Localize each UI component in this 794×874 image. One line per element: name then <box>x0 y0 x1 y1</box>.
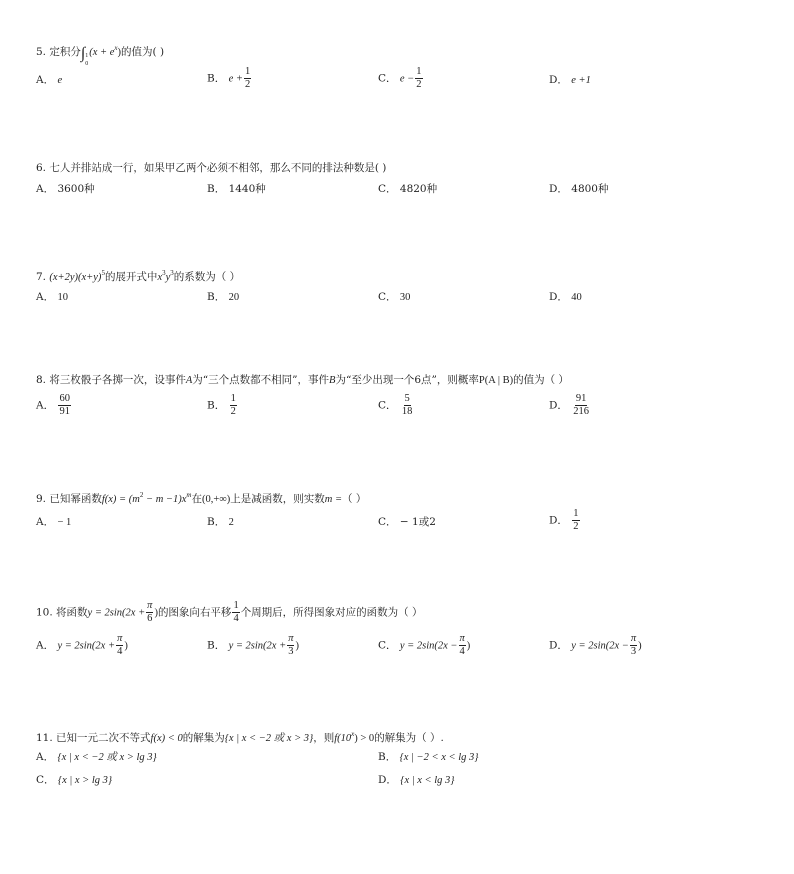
option-letter: C． <box>378 516 397 528</box>
denominator: 2 <box>244 79 251 90</box>
option-letter: D． <box>549 291 568 303</box>
event-a: A <box>185 375 193 386</box>
power-exponent-m: m <box>186 491 192 499</box>
option-11c <box>36 773 112 788</box>
shift-fraction <box>232 600 239 625</box>
option-8d <box>549 393 591 418</box>
numerator: π <box>117 633 123 644</box>
question-11-part-c: ，则 <box>313 732 335 744</box>
option-letter: B． <box>207 399 226 412</box>
option-5a <box>36 73 62 88</box>
option-text: e <box>57 75 63 86</box>
option-letter: C． <box>36 774 55 786</box>
option-11a <box>36 750 157 765</box>
option-expr: e − <box>399 73 415 85</box>
power-function: f(x) = (m <box>101 494 140 505</box>
option-9d <box>549 508 581 533</box>
question-8-part-b: 为“三个点数都不相同”，事件 <box>192 374 330 386</box>
option-expr: y = 2sin(2x + <box>57 640 116 652</box>
option-letter: A． <box>36 291 55 303</box>
option-fraction <box>230 393 237 418</box>
option-10a <box>36 633 128 658</box>
option-text: e +1 <box>571 75 591 86</box>
question-11-stem <box>36 727 444 746</box>
question-8-part-c: 为“至少出现一个6点”，则概率 <box>335 374 479 386</box>
option-text: 10 <box>57 292 68 303</box>
integral-lower: 0 <box>85 61 89 67</box>
question-11-part-d: 的解集为（ ）. <box>374 732 444 744</box>
option-5c <box>378 66 424 91</box>
option-letter: B． <box>207 291 226 303</box>
numerator: π <box>459 633 465 644</box>
denominator: 3 <box>288 646 294 657</box>
option-text: 4820种 <box>399 183 438 195</box>
question-10-part-b: 的图象向右平移 <box>157 606 232 619</box>
composite-exponent: x <box>351 730 355 738</box>
option-7c <box>378 290 410 305</box>
denominator: 4 <box>117 646 123 657</box>
option-letter: A． <box>36 516 55 528</box>
denominator: 3 <box>630 646 637 657</box>
question-9-part-b: 在 <box>191 493 202 505</box>
numerator: π <box>147 600 153 611</box>
option-5b <box>207 66 252 91</box>
question-7-prefix: 7. <box>36 271 47 283</box>
option-expr: y = 2sin(2x + <box>228 640 287 652</box>
denominator: 2 <box>573 521 579 532</box>
option-letter: C． <box>378 72 397 85</box>
term-x: x <box>157 272 163 283</box>
option-10c <box>378 633 470 658</box>
option-letter: B． <box>207 516 226 528</box>
denominator: 4 <box>459 646 465 657</box>
numerator: 60 <box>59 393 70 404</box>
option-10d <box>549 633 642 658</box>
option-6a <box>36 182 95 196</box>
question-9-stem <box>36 488 366 507</box>
option-text: 20 <box>228 292 240 303</box>
question-9-part-a: 9. 已知幂函数 <box>36 493 102 505</box>
option-fraction <box>287 633 294 658</box>
question-11-part-b: 的解集为 <box>182 732 225 744</box>
question-7-suffix: 的系数为（ ） <box>173 271 241 283</box>
inequality: f(x) < 0 <box>150 733 183 744</box>
denominator: 91 <box>59 406 70 417</box>
denominator: 4 <box>233 613 239 624</box>
option-text: 3600种 <box>57 183 95 195</box>
option-letter: D． <box>549 183 568 195</box>
option-expr: y = 2sin(2x − <box>399 640 458 652</box>
option-fraction <box>415 66 422 91</box>
option-letter: B． <box>378 751 397 763</box>
option-letter: C． <box>378 399 397 412</box>
option-letter: D． <box>549 639 568 652</box>
question-8-part-d: 的值为（ ） <box>513 374 569 386</box>
denominator: 2 <box>230 406 236 417</box>
option-11b <box>378 750 478 765</box>
option-fraction <box>116 633 123 658</box>
question-5-stem <box>36 41 164 68</box>
option-text: {x | x < lg 3} <box>400 775 455 786</box>
option-8b <box>207 393 238 418</box>
numerator: 5 <box>404 393 410 404</box>
option-8a <box>36 393 72 418</box>
question-11-part-a: 11. 已知一元二次不等式 <box>36 732 151 744</box>
option-fraction <box>572 393 590 418</box>
option-fraction <box>459 633 466 658</box>
option-6d <box>549 182 609 196</box>
option-letter: D． <box>549 399 568 412</box>
option-close: ) <box>295 640 299 652</box>
denominator: 2 <box>416 79 422 90</box>
option-letter: B． <box>207 183 226 195</box>
composite-tail: ) > 0 <box>354 733 375 744</box>
numerator: 1 <box>230 393 236 404</box>
numerator: 1 <box>233 600 239 611</box>
variable-m: m = <box>324 494 343 505</box>
denominator: 216 <box>573 406 590 417</box>
option-5d <box>549 73 591 88</box>
option-letter: B． <box>207 72 226 85</box>
integrand: (x + e <box>89 47 115 58</box>
option-letter: A． <box>36 183 55 195</box>
option-fraction <box>572 508 579 533</box>
option-8c <box>378 393 414 418</box>
option-letter: D． <box>549 514 568 527</box>
option-text: − 1 <box>57 517 72 528</box>
option-letter: C． <box>378 639 397 652</box>
solution-set: {x | x < −2 或 x > 3} <box>224 733 314 744</box>
numerator: π <box>288 633 294 644</box>
option-text: {x | x < −2 或 x > lg 3} <box>57 752 157 763</box>
option-letter: C． <box>378 291 397 303</box>
option-text: 30 <box>399 292 411 303</box>
option-fraction <box>401 393 414 418</box>
option-close: ) <box>638 640 642 652</box>
question-5-prefix: 5. 定积分 <box>36 46 81 58</box>
option-9c <box>378 515 436 529</box>
sine-close: ) <box>154 607 158 619</box>
option-9a <box>36 515 71 530</box>
question-10-part-c: 个周期后，所得图象对应的函数为（ ） <box>240 606 423 619</box>
option-close: ) <box>124 640 128 652</box>
sine-function: y = 2sin(2x + <box>87 607 146 619</box>
option-letter: D． <box>378 774 397 786</box>
term-y: y <box>165 272 171 283</box>
power-exponent-2: 2 <box>139 491 144 499</box>
question-9-part-d: （ ） <box>342 493 367 505</box>
option-7b <box>207 290 239 305</box>
option-expr: e + <box>228 73 243 85</box>
conditional-probability: P(A | B) <box>478 375 514 386</box>
composite-function: f(10 <box>334 733 352 744</box>
power-function-tail: − m −1)x <box>143 494 187 505</box>
question-8-stem <box>36 373 569 388</box>
question-5-suffix: 的值为( ) <box>121 46 165 58</box>
question-6-stem: 6. 七人并排站成一行，如果甲乙两个必须不相邻，那么不同的排法种数是( ) <box>36 162 387 174</box>
integrand-close: ) <box>117 47 122 58</box>
option-7a <box>36 290 68 305</box>
option-letter: A． <box>36 751 55 763</box>
option-fraction <box>244 66 251 91</box>
question-10-part-a: 10. 将函数 <box>36 606 88 619</box>
option-letter: B． <box>207 639 226 652</box>
numerator: 1 <box>244 66 251 77</box>
integral-limits <box>85 52 88 68</box>
option-6b <box>207 182 266 196</box>
option-9b <box>207 515 234 530</box>
option-letter: C． <box>378 183 397 195</box>
integral-sign: ∫ <box>80 45 86 62</box>
question-8-part-a: 8. 将三枚骰子各掷一次，设事件 <box>36 374 186 386</box>
option-fraction <box>630 633 637 658</box>
option-fraction <box>58 393 71 418</box>
question-7-stem <box>36 266 240 285</box>
option-text: 2 <box>228 517 234 528</box>
binomial-expr: (x+2y)(x+y) <box>49 272 102 283</box>
option-text: 4800种 <box>571 183 609 195</box>
question-7-mid: 的展开式中 <box>104 271 158 283</box>
numerator: 1 <box>416 66 422 77</box>
option-10b <box>207 633 299 658</box>
option-letter: A． <box>36 74 55 86</box>
numerator: 91 <box>575 393 587 404</box>
option-letter: D． <box>549 74 568 86</box>
option-letter: A． <box>36 399 55 412</box>
question-10-stem <box>36 600 423 625</box>
option-7d <box>549 290 582 305</box>
option-text: 40 <box>571 292 582 303</box>
integral-upper: 1 <box>85 53 89 59</box>
denominator: 6 <box>147 613 153 624</box>
binomial-exponent: 5 <box>101 269 105 277</box>
term-x-exponent: 3 <box>162 269 166 277</box>
option-text: − 1或2 <box>399 516 436 528</box>
option-text: {x | −2 < x < lg 3} <box>399 752 479 763</box>
event-b: B <box>329 375 336 386</box>
option-6c <box>378 182 437 196</box>
denominator: 18 <box>401 406 413 417</box>
term-y-exponent: 3 <box>170 269 174 277</box>
numerator: π <box>630 633 637 644</box>
numerator: 1 <box>573 508 579 519</box>
option-close: ) <box>466 640 471 652</box>
question-9-part-c: 上是减函数，则实数 <box>230 493 325 505</box>
option-text: {x | x > lg 3} <box>57 775 113 786</box>
integrand-exponent: x <box>114 44 118 52</box>
phase-fraction <box>146 600 153 625</box>
interval: (0,+∞) <box>201 494 231 505</box>
option-expr: y = 2sin(2x − <box>571 640 629 652</box>
option-letter: A． <box>36 639 55 652</box>
option-11d <box>378 773 455 788</box>
option-text: 1440种 <box>228 183 266 195</box>
